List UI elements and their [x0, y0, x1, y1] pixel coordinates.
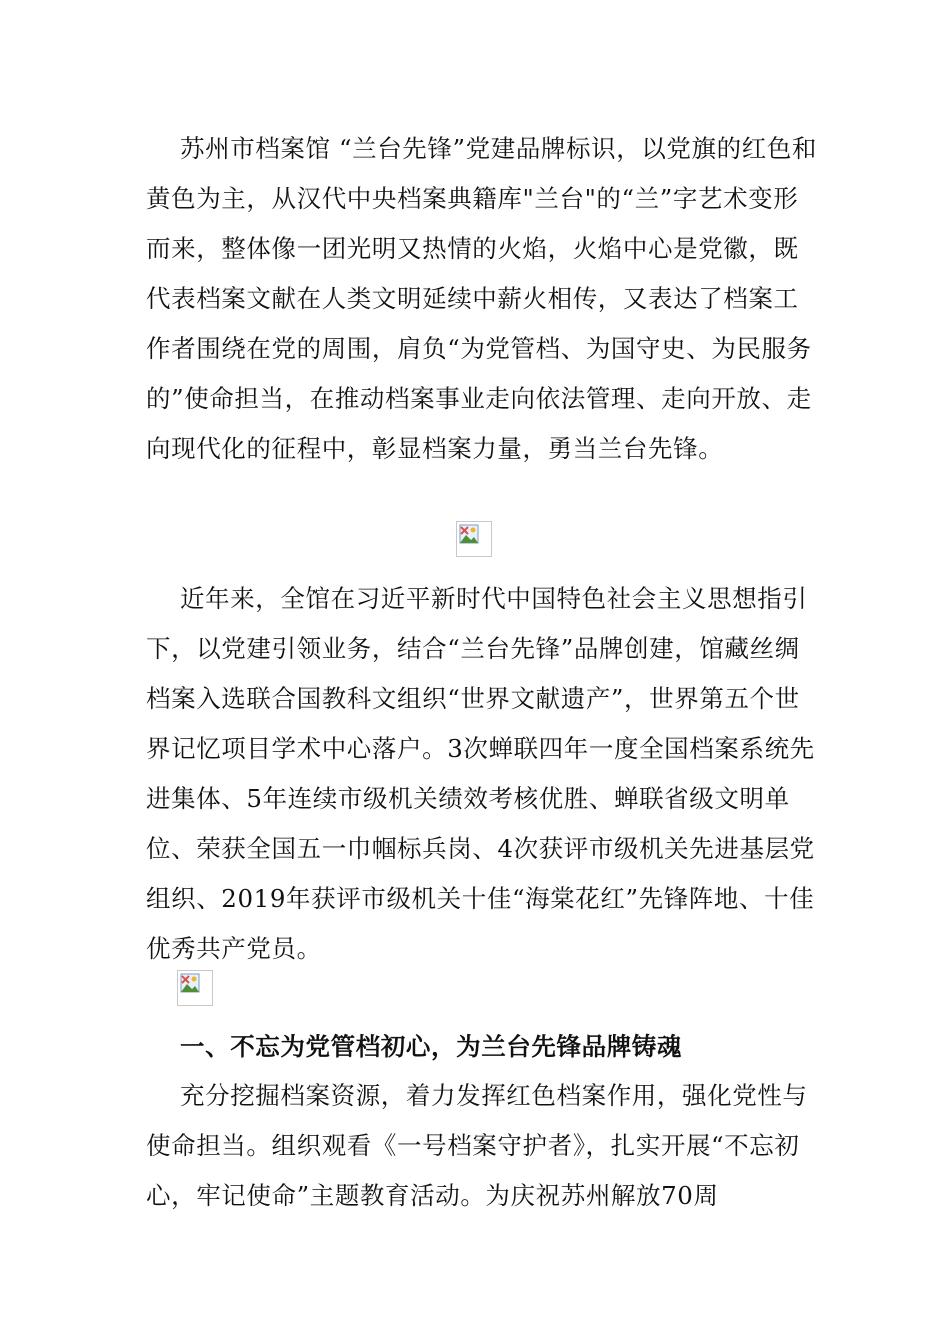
broken-image-icon — [456, 521, 492, 557]
section-heading: 一、不忘为党管档初心，为兰台先锋品牌铸魂 — [180, 1032, 682, 1061]
paragraph-brand-logo: 苏州市档案馆 “兰台先锋”党建品牌标识，以党旗的红色和黄色为主，从汉代中央档案典籍库"兰台"的“兰”字艺术变形而来，整体像一团光明又热情的火焰，火焰中心是党徽，既代表档案文献在人类文明延续中薪火相传，又表达了档案工作者围绕在党的周围，肩负“为党管档、为国守史、为民服务的”使命担当，在推动档案事业走向依法管理、走向开放、走向现代化的征程中，彰显档案力量，勇当兰台先锋。 — [146, 134, 818, 463]
paragraph-achievements: 近年来，全馆在习近平新时代中国特色社会主义思想指引下，以党建引领业务，结合“兰台先锋”品牌创建，馆藏丝绸档案入选联合国教科文组织“世界文献遗产”，世界第五个世界记忆项目学术中心落户。3次蝉联四年一度全国档案系统先进集体、5年连续市级机关绩效考核优胜、蝉联省级文明单位、荣获全国五一巾帼标兵岗、4次获评市级机关先进基层党组织、2019年获评市级机关十佳“海棠花红”先锋阵地、十佳优秀共产党员。 — [146, 584, 815, 963]
paragraph-section-one: 充分挖掘档案资源，着力发挥红色档案作用，强化党性与使命担当。组织观看《一号档案守护者》，扎实开展“不忘初心，牢记使命”主题教育活动。为庆祝苏州解放70周 — [146, 1081, 808, 1210]
broken-image-icon — [177, 970, 213, 1006]
